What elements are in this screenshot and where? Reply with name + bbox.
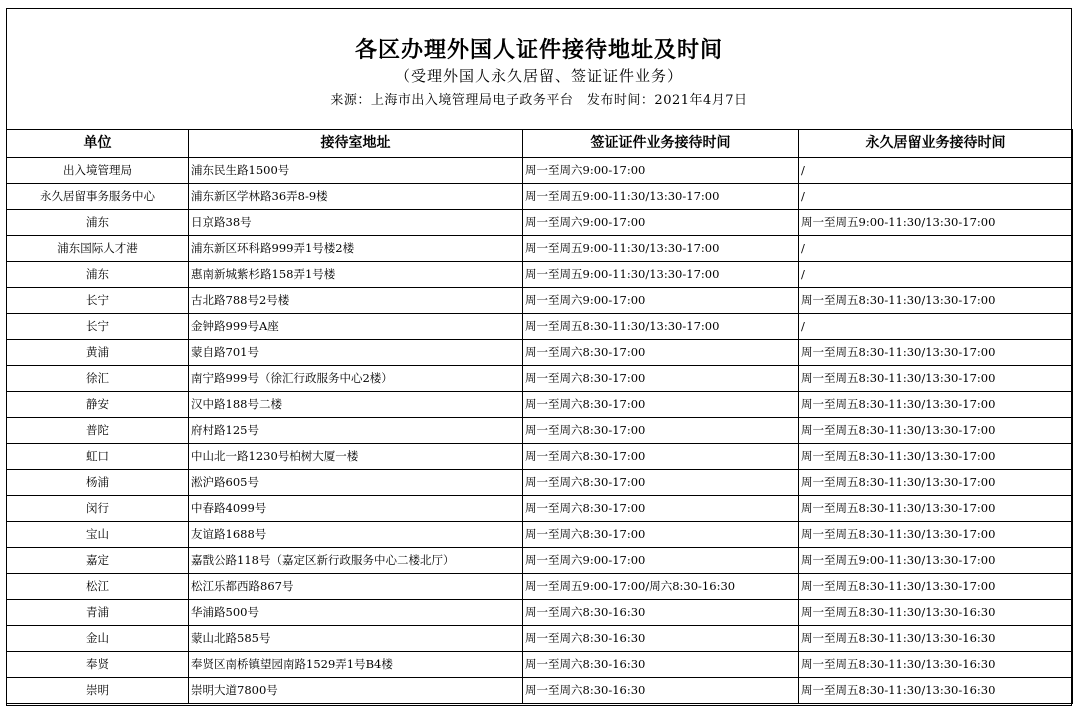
cell-unit: 金山 xyxy=(7,626,189,652)
cell-visa-hours: 周一至周六8:30-17:00 xyxy=(523,470,799,496)
cell-unit: 出入境管理局 xyxy=(7,158,189,184)
document-sheet xyxy=(6,8,1072,706)
cell-visa-hours: 周一至周六8:30-17:00 xyxy=(523,496,799,522)
cell-address: 惠南新城紫杉路158弄1号楼 xyxy=(189,262,523,288)
cell-visa-hours: 周一至周六8:30-17:00 xyxy=(523,418,799,444)
cell-address: 嘉戬公路118号（嘉定区新行政服务中心二楼北厅） xyxy=(189,548,523,574)
table-row xyxy=(7,574,1073,600)
table-row xyxy=(7,652,1073,678)
cell-unit: 静安 xyxy=(7,392,189,418)
cell-visa-hours: 周一至周六8:30-17:00 xyxy=(523,522,799,548)
cell-address: 中山北一路1230号柏树大厦一楼 xyxy=(189,444,523,470)
cell-address: 府村路125号 xyxy=(189,418,523,444)
header-unit: 单位 xyxy=(7,130,189,158)
table-row xyxy=(7,418,1073,444)
cell-unit: 青浦 xyxy=(7,600,189,626)
cell-permanent-hours: / xyxy=(799,236,1073,262)
cell-unit: 崇明 xyxy=(7,678,189,704)
cell-permanent-hours: 周一至周五8:30-11:30/13:30-16:30 xyxy=(799,652,1073,678)
cell-visa-hours: 周一至周六8:30-16:30 xyxy=(523,626,799,652)
cell-address: 蒙自路701号 xyxy=(189,340,523,366)
cell-permanent-hours: 周一至周五8:30-11:30/13:30-17:00 xyxy=(799,366,1073,392)
cell-address: 浦东新区学林路36弄8-9楼 xyxy=(189,184,523,210)
cell-permanent-hours: 周一至周五8:30-11:30/13:30-17:00 xyxy=(799,288,1073,314)
cell-address: 友谊路1688号 xyxy=(189,522,523,548)
cell-address: 崇明大道7800号 xyxy=(189,678,523,704)
table-row xyxy=(7,340,1073,366)
cell-unit: 浦东国际人才港 xyxy=(7,236,189,262)
cell-visa-hours: 周一至周六9:00-17:00 xyxy=(523,548,799,574)
cell-unit: 普陀 xyxy=(7,418,189,444)
cell-address: 中春路4099号 xyxy=(189,496,523,522)
cell-address: 浦东民生路1500号 xyxy=(189,158,523,184)
cell-address: 松江乐都西路867号 xyxy=(189,574,523,600)
office-table xyxy=(6,129,1073,704)
table-row xyxy=(7,314,1073,340)
cell-address: 华浦路500号 xyxy=(189,600,523,626)
cell-unit: 松江 xyxy=(7,574,189,600)
cell-unit: 嘉定 xyxy=(7,548,189,574)
cell-permanent-hours: 周一至周五8:30-11:30/13:30-16:30 xyxy=(799,600,1073,626)
cell-address: 浦东新区环科路999弄1号楼2楼 xyxy=(189,236,523,262)
cell-visa-hours: 周一至周六9:00-17:00 xyxy=(523,288,799,314)
page-title: 各区办理外国人证件接待地址及时间 xyxy=(354,38,723,63)
cell-permanent-hours: 周一至周五9:00-11:30/13:30-17:00 xyxy=(799,548,1073,574)
cell-permanent-hours: 周一至周五8:30-11:30/13:30-16:30 xyxy=(799,678,1073,704)
cell-permanent-hours: 周一至周五8:30-11:30/13:30-17:00 xyxy=(799,392,1073,418)
cell-visa-hours: 周一至周五8:30-11:30/13:30-17:00 xyxy=(523,314,799,340)
cell-visa-hours: 周一至周六9:00-17:00 xyxy=(523,158,799,184)
cell-visa-hours: 周一至周六9:00-17:00 xyxy=(523,210,799,236)
cell-permanent-hours: 周一至周五8:30-11:30/13:30-16:30 xyxy=(799,626,1073,652)
cell-permanent-hours: / xyxy=(799,184,1073,210)
cell-unit: 奉贤 xyxy=(7,652,189,678)
cell-address: 汉中路188号二楼 xyxy=(189,392,523,418)
cell-visa-hours: 周一至周六8:30-16:30 xyxy=(523,678,799,704)
cell-address: 古北路788号2号楼 xyxy=(189,288,523,314)
cell-permanent-hours: / xyxy=(799,314,1073,340)
header-address: 接待室地址 xyxy=(189,130,523,158)
cell-permanent-hours: 周一至周五8:30-11:30/13:30-17:00 xyxy=(799,470,1073,496)
cell-address: 奉贤区南桥镇望园南路1529弄1号B4楼 xyxy=(189,652,523,678)
cell-permanent-hours: / xyxy=(799,158,1073,184)
cell-visa-hours: 周一至周六8:30-17:00 xyxy=(523,340,799,366)
table-header-row xyxy=(7,130,1073,158)
cell-permanent-hours: / xyxy=(799,262,1073,288)
cell-address: 蒙山北路585号 xyxy=(189,626,523,652)
cell-unit: 杨浦 xyxy=(7,470,189,496)
table-row xyxy=(7,366,1073,392)
cell-permanent-hours: 周一至周五8:30-11:30/13:30-17:00 xyxy=(799,340,1073,366)
table-row xyxy=(7,496,1073,522)
cell-unit: 永久居留事务服务中心 xyxy=(7,184,189,210)
cell-visa-hours: 周一至周五9:00-17:00/周六8:30-16:30 xyxy=(523,574,799,600)
table-row xyxy=(7,184,1073,210)
table-row xyxy=(7,470,1073,496)
table-row xyxy=(7,158,1073,184)
cell-unit: 宝山 xyxy=(7,522,189,548)
table-row xyxy=(7,262,1073,288)
page-subtitle: （受理外国人永久居留、签证证件业务） xyxy=(394,67,683,85)
cell-visa-hours: 周一至周六8:30-17:00 xyxy=(523,392,799,418)
document-header xyxy=(7,9,1071,129)
cell-address: 南宁路999号（徐汇行政服务中心2楼） xyxy=(189,366,523,392)
cell-visa-hours: 周一至周六8:30-17:00 xyxy=(523,366,799,392)
table-row xyxy=(7,288,1073,314)
cell-visa-hours: 周一至周六8:30-16:30 xyxy=(523,600,799,626)
cell-visa-hours: 周一至周五9:00-11:30/13:30-17:00 xyxy=(523,184,799,210)
cell-permanent-hours: 周一至周五9:00-11:30/13:30-17:00 xyxy=(799,210,1073,236)
cell-permanent-hours: 周一至周五8:30-11:30/13:30-17:00 xyxy=(799,418,1073,444)
cell-visa-hours: 周一至周六8:30-17:00 xyxy=(523,444,799,470)
table-row xyxy=(7,444,1073,470)
table-row xyxy=(7,236,1073,262)
table-row xyxy=(7,678,1073,704)
cell-permanent-hours: 周一至周五8:30-11:30/13:30-17:00 xyxy=(799,574,1073,600)
cell-unit: 闵行 xyxy=(7,496,189,522)
header-visa-hours: 签证证件业务接待时间 xyxy=(523,130,799,158)
header-permanent-hours: 永久居留业务接待时间 xyxy=(799,130,1073,158)
cell-permanent-hours: 周一至周五8:30-11:30/13:30-17:00 xyxy=(799,522,1073,548)
table-row xyxy=(7,210,1073,236)
cell-visa-hours: 周一至周五9:00-11:30/13:30-17:00 xyxy=(523,236,799,262)
table-row xyxy=(7,392,1073,418)
cell-visa-hours: 周一至周五9:00-11:30/13:30-17:00 xyxy=(523,262,799,288)
table-row xyxy=(7,600,1073,626)
cell-visa-hours: 周一至周六8:30-16:30 xyxy=(523,652,799,678)
cell-unit: 黄浦 xyxy=(7,340,189,366)
cell-address: 淞沪路605号 xyxy=(189,470,523,496)
cell-permanent-hours: 周一至周五8:30-11:30/13:30-17:00 xyxy=(799,444,1073,470)
cell-unit: 浦东 xyxy=(7,262,189,288)
cell-permanent-hours: 周一至周五8:30-11:30/13:30-17:00 xyxy=(799,496,1073,522)
cell-address: 日京路38号 xyxy=(189,210,523,236)
cell-unit: 浦东 xyxy=(7,210,189,236)
cell-unit: 长宁 xyxy=(7,314,189,340)
cell-unit: 虹口 xyxy=(7,444,189,470)
table-row xyxy=(7,548,1073,574)
cell-unit: 徐汇 xyxy=(7,366,189,392)
cell-unit: 长宁 xyxy=(7,288,189,314)
table-row xyxy=(7,522,1073,548)
source-line: 来源：上海市出入境管理局电子政务平台 发布时间：2021年4月7日 xyxy=(330,93,748,108)
table-row xyxy=(7,626,1073,652)
cell-address: 金钟路999号A座 xyxy=(189,314,523,340)
